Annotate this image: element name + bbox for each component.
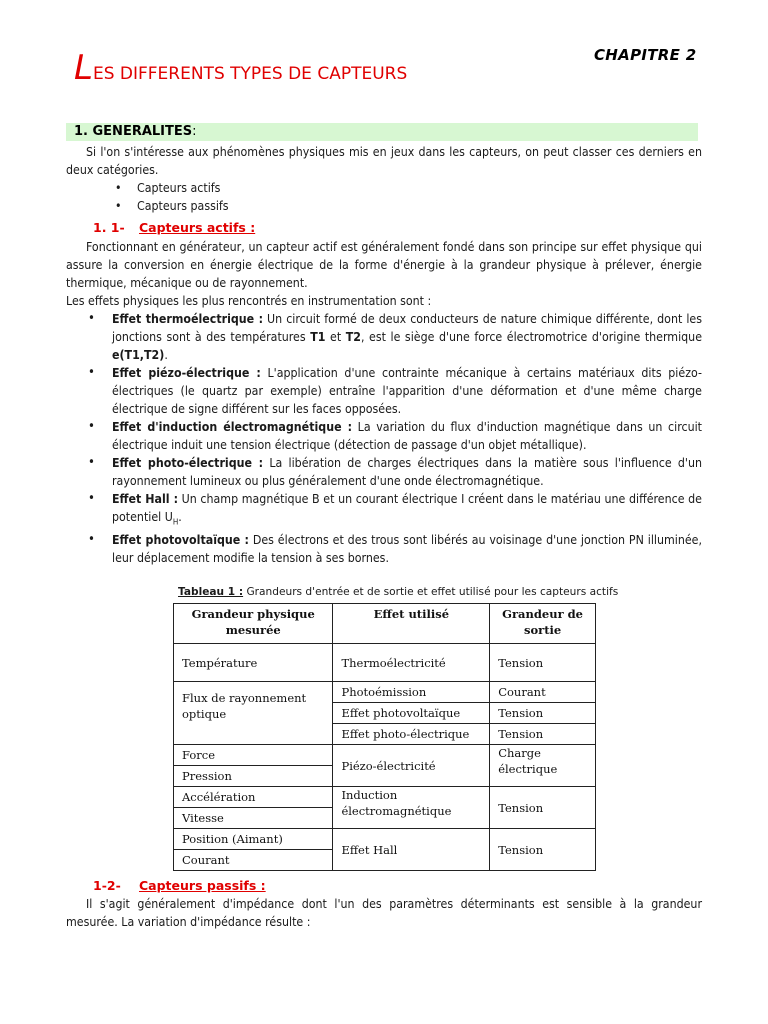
formula: e(T1,T2): [112, 348, 165, 362]
effect-term: Effet photo-électrique :: [112, 456, 264, 470]
chapter-title: [74, 50, 407, 92]
generalites-block: [66, 143, 702, 215]
effects-list: [66, 310, 702, 567]
table-cell: Effet Hall: [333, 829, 490, 871]
table-cell: Force: [174, 745, 333, 766]
table-row: [174, 682, 596, 703]
actifs-block: [66, 238, 702, 567]
caption-text: Grandeurs d'entrée et de sortie et effet utilisé pour les capteurs actifs: [243, 586, 619, 598]
effect-text: et: [325, 330, 346, 344]
effect-text: La variation du flux d'induction magnétique dans un circuit électrique induit une tension électrique (détection de passage d'un objet métallique).: [112, 420, 702, 452]
title-text: ES DIFFERENTS TYPES DE CAPTEURS: [92, 64, 408, 84]
table-cell: Flux de rayonnement optique: [174, 682, 333, 745]
table-cell: Courant: [174, 850, 333, 871]
table-cell: Température: [174, 644, 333, 682]
subsection-number: 1. 1-: [93, 220, 125, 235]
effect-text: Des électrons et des trous sont libérés au voisinage d'une jonction PN illuminée, leur déplacement modifie la tension à ses bornes.: [112, 533, 702, 566]
effect-item-induction: [66, 418, 702, 454]
section-heading-colon: :: [192, 124, 197, 139]
table-row: [174, 829, 596, 850]
table-cell: Tension: [490, 644, 596, 682]
effect-item-hall: [66, 490, 702, 531]
table-header-cell: Grandeur physique mesurée: [174, 604, 333, 644]
table-header-cell: Effet utilisé: [333, 604, 490, 644]
category-item: • Capteurs passifs: [66, 197, 702, 215]
subsection-number: 1-2-: [93, 878, 121, 893]
effect-text: Un circuit formé de deux conducteurs de nature chimique différente, dont les jonctions sont à des températures: [112, 312, 702, 344]
table-caption: [178, 583, 618, 601]
subsection-heading-passifs: [93, 877, 266, 895]
symbol-t2: T2: [345, 330, 361, 344]
table-cell: Position (Aimant): [174, 829, 333, 850]
effect-text: .: [164, 348, 168, 362]
table-cell: Tension: [490, 703, 596, 724]
actifs-paragraph: Fonctionnant en générateur, un capteur actif est généralement fondé dans son principe sur effet physique qui assure la conversion en énergie électrique de la forme d'énergie à la grandeur physique à prélever, énergie thermique, mécanique ou de rayonnement.: [66, 240, 702, 290]
section-heading-generalites: [66, 123, 698, 141]
table-row: [174, 745, 596, 766]
table-cell: Effet photovoltaïque: [333, 703, 490, 724]
effect-text: L'application d'une contrainte mécanique à certains matériaux dits piézo-électriques (le quartz par exemple) entraîne l'apparition d'une déformation et d'une même charge électrique de signe différent sur les faces opposées.: [112, 366, 702, 416]
effect-text: La libération de charges électriques dans la matière sous l'influence d'un rayonnement lumineux ou plus généralement d'une onde électromagnétique.: [112, 456, 702, 488]
table-cell: Tension: [490, 829, 596, 871]
table-cell: Courant: [490, 682, 596, 703]
sensor-table: [173, 603, 596, 871]
table-cell: Thermoélectricité: [333, 644, 490, 682]
table-cell: Tension: [490, 787, 596, 829]
table-cell: Tension: [490, 724, 596, 745]
table-cell: Pression: [174, 766, 333, 787]
category-list: [66, 179, 702, 215]
table-cell: Piézo-électricité: [333, 745, 490, 787]
table-cell: Induction électromagnétique: [333, 787, 490, 829]
chapter-label: CHAPITRE 2: [594, 46, 697, 64]
category-item: • Capteurs actifs: [66, 179, 702, 197]
table-cell: Effet photo-électrique: [333, 724, 490, 745]
subsection-heading-actifs: [93, 219, 255, 237]
effect-text: , est le siège d'une force électromotrice d'origine thermique: [360, 330, 702, 344]
effect-text: .: [178, 510, 182, 524]
subscript: H: [172, 517, 179, 527]
passifs-paragraph: Il s'agit généralement d'impédance dont l'un des paramètres déterminants est sensible à la grandeur mesurée. La variation d'impédance résulte :: [66, 897, 702, 929]
effect-term: Effet piézo-électrique :: [112, 366, 261, 380]
caption-label: Tableau 1 :: [178, 586, 244, 598]
table-row: [174, 787, 596, 808]
effect-term: Effet photovoltaïque :: [112, 533, 249, 548]
effect-item-piezo: [66, 364, 702, 418]
section-heading-text: 1. GENERALITES: [74, 124, 193, 139]
effect-item-photovoltaique: [66, 531, 702, 567]
table-cell: Vitesse: [174, 808, 333, 829]
generalites-intro: Si l'on s'intéresse aux phénomènes physiques mis en jeux dans les capteurs, on peut classer ces derniers en deux catégories.: [66, 145, 702, 177]
effect-term: Effet d'induction électromagnétique :: [112, 420, 352, 434]
effect-item-thermoelectrique: [66, 310, 702, 364]
subsection-title: Capteurs actifs :: [139, 220, 256, 235]
table-header-row: [174, 604, 596, 644]
table-cell: Accélération: [174, 787, 333, 808]
subsection-title: Capteurs passifs :: [139, 878, 266, 893]
passifs-block: [66, 895, 702, 931]
table-cell: Photoémission: [333, 682, 490, 703]
effect-term: Effet Hall :: [112, 492, 179, 506]
effects-intro: Les effets physiques les plus rencontrés en instrumentation sont :: [66, 294, 432, 308]
effect-item-photoelectrique: [66, 454, 702, 490]
table-cell: Charge électrique: [490, 745, 596, 787]
table-header-cell: Grandeur de sortie: [490, 604, 596, 644]
title-initial: L: [74, 48, 93, 88]
table-row: [174, 644, 596, 682]
effect-text: Un champ magnétique B et un courant électrique I créent dans le matériau une différence de potentiel U: [112, 492, 702, 524]
symbol-t1: T1: [310, 330, 326, 344]
effect-term: Effet thermoélectrique :: [112, 312, 263, 326]
